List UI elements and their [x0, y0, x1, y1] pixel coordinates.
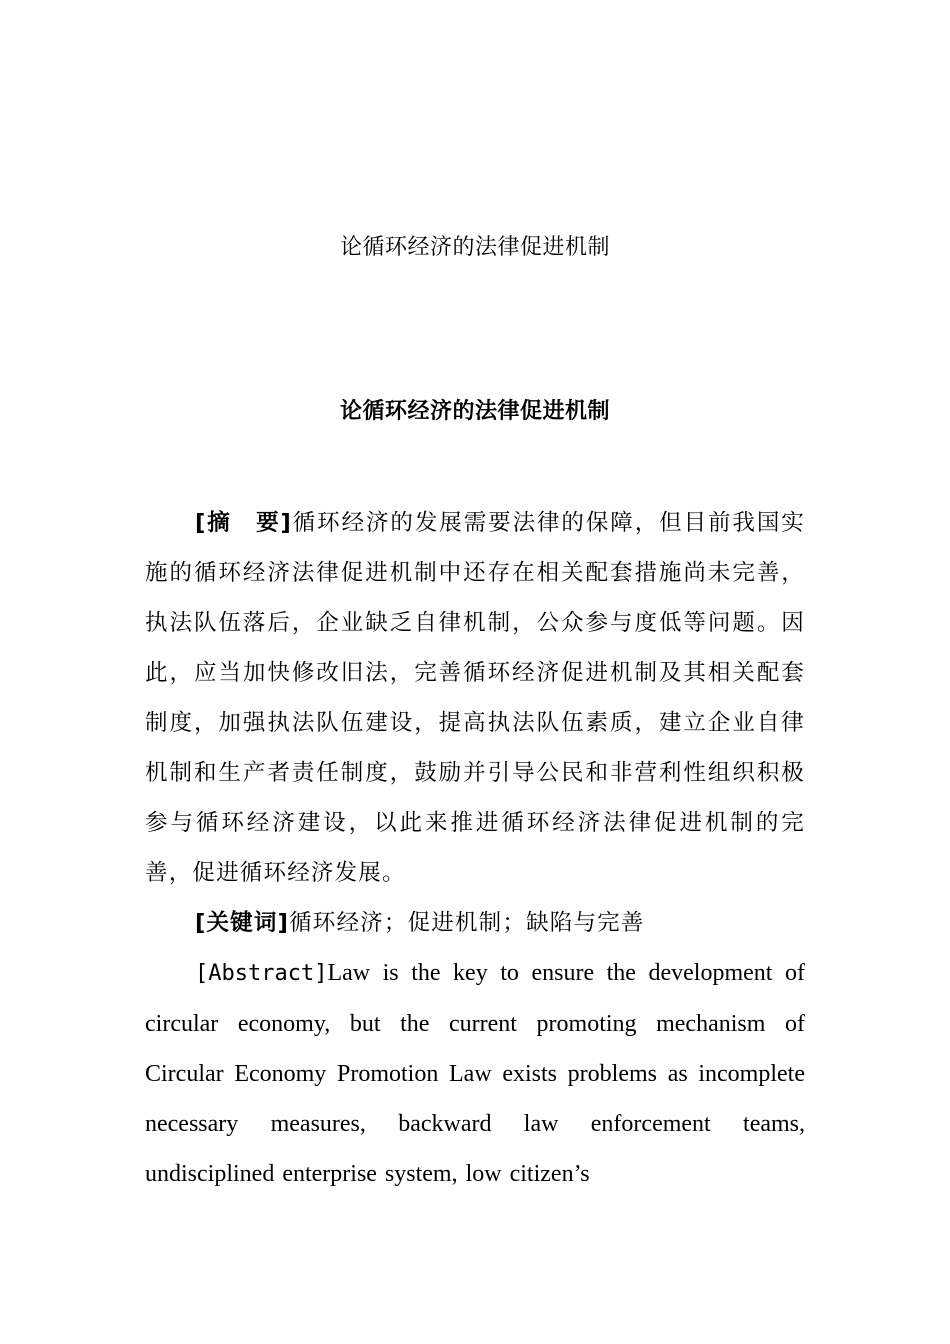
abstract-en-paragraph — [145, 948, 805, 1199]
keywords-zh-paragraph — [145, 898, 805, 948]
abstract-zh-label: [摘 要] — [195, 510, 292, 536]
keywords-zh-label: [关键词] — [195, 910, 290, 936]
paper-body — [145, 498, 805, 1199]
abstract-en-text: Law is the key to ensure the development of circular economy, but the current promoting mechanism of Circular Economy Promotion Law exists problems as incomplete necessary measures, backward law enforcement teams, undisciplined enterprise system, low citizen’s — [145, 960, 805, 1187]
abstract-zh-text: 循环经济的发展需要法律的保障，但目前我国实施的循环经济法律促进机制中还存在相关配套措施尚未完善，执法队伍落后，企业缺乏自律机制，公众参与度低等问题。因此，应当加快修改旧法，完善循环经济促进机制及其相关配套制度，加强执法队伍建设，提高执法队伍素质，建立企业自律机制和生产者责任制度，鼓励并引导公民和非营利性组织积极参与循环经济建设，以此来推进循环经济法律促进机制的完善，促进循环经济发展。 — [145, 510, 805, 886]
abstract-zh-paragraph — [145, 498, 805, 898]
running-header-title: 论循环经济的法律促进机制 — [339, 235, 610, 260]
abstract-en-label: [Abstract] — [195, 961, 328, 986]
paper-title: 论循环经济的法律促进机制 — [339, 399, 610, 424]
keywords-zh-text: 循环经济；促进机制；缺陷与完善 — [289, 910, 645, 936]
